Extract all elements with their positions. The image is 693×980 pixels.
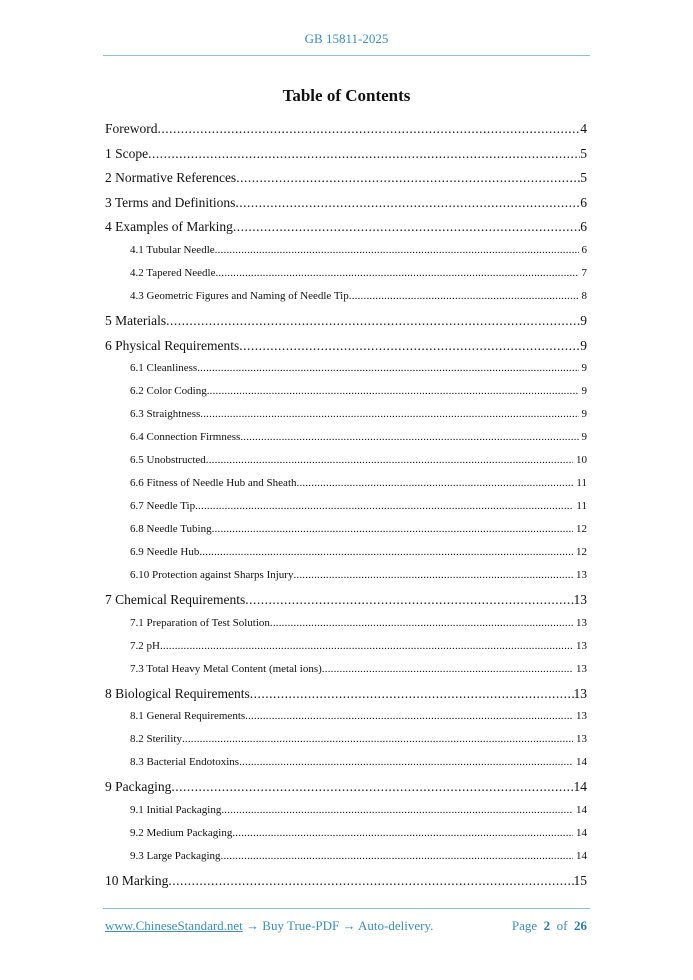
dot-leader xyxy=(207,384,579,399)
header-divider xyxy=(103,55,590,56)
toc-entry-label: 6.6 Fitness of Needle Hub and Sheath xyxy=(130,477,297,490)
toc-entry-label: 9.2 Medium Packaging xyxy=(130,826,233,839)
toc-entry-page: 6 xyxy=(580,219,587,235)
toc-subentry[interactable] xyxy=(105,407,587,430)
dot-leader xyxy=(250,685,574,703)
toc-entry-label: 4.1 Tubular Needle xyxy=(130,243,215,256)
toc-entry-label: 3 Terms and Definitions xyxy=(105,194,236,210)
toc-entry-label: 1 Scope xyxy=(105,145,149,161)
toc-entry[interactable] xyxy=(105,194,587,219)
dot-leader xyxy=(232,826,573,841)
toc-entry-page: 13 xyxy=(576,569,587,582)
toc-subentry[interactable] xyxy=(105,453,587,476)
toc-entry-page: 6 xyxy=(581,243,587,256)
toc-entry-page: 13 xyxy=(576,710,587,723)
toc-entry-page: 13 xyxy=(573,685,587,701)
toc-subentry[interactable] xyxy=(105,849,587,872)
footer-text: → Buy True-PDF → Auto-delivery. xyxy=(242,918,434,933)
toc-entry[interactable] xyxy=(105,218,587,243)
page-indicator: Page 2 of 26 xyxy=(511,918,587,933)
toc-entry-label: 7 Chemical Requirements xyxy=(105,592,246,608)
footer-divider xyxy=(103,908,590,909)
toc-subentry[interactable] xyxy=(105,243,587,266)
toc-entry-page: 14 xyxy=(576,803,587,816)
toc-entry-page: 12 xyxy=(576,523,587,536)
toc-entry-label: 9.3 Large Packaging xyxy=(130,849,221,862)
toc-entry-page: 13 xyxy=(576,733,587,746)
dot-leader xyxy=(293,568,573,583)
toc-entry-label: 6.4 Connection Firmness xyxy=(130,431,241,444)
toc-subentry[interactable] xyxy=(105,803,587,826)
toc-entry-label: 4.3 Geometric Figures and Naming of Needle Tip xyxy=(130,289,349,302)
toc-entry-label: 6.3 Straightness xyxy=(130,408,201,421)
document-id-header: GB 15811-2025 xyxy=(304,31,389,46)
toc-entry-label: 6.9 Needle Hub xyxy=(130,546,200,559)
toc-subentry[interactable] xyxy=(105,384,587,407)
dot-leader xyxy=(206,453,573,468)
dot-leader xyxy=(322,662,573,677)
dot-leader xyxy=(245,709,573,724)
dot-leader xyxy=(158,120,581,138)
toc-entry-label: 2 Normative References xyxy=(105,170,237,186)
toc-entry-page: 14 xyxy=(576,849,587,862)
toc-subentry[interactable] xyxy=(105,662,587,685)
toc-entry[interactable] xyxy=(105,778,587,803)
dot-leader xyxy=(240,430,578,445)
dot-leader xyxy=(239,337,580,355)
dot-leader xyxy=(212,522,573,537)
toc-subentry[interactable] xyxy=(105,430,587,453)
dot-leader xyxy=(233,218,580,236)
dot-leader xyxy=(236,169,580,187)
toc-subentry[interactable] xyxy=(105,361,587,384)
dot-leader xyxy=(235,194,580,212)
table-of-contents xyxy=(105,120,587,897)
dot-leader xyxy=(221,849,573,864)
toc-subentry[interactable] xyxy=(105,755,587,778)
toc-subentry[interactable] xyxy=(105,289,587,312)
toc-entry-label: 6.5 Unobstructed xyxy=(130,454,206,467)
dot-leader xyxy=(160,639,573,654)
toc-entry-page: 13 xyxy=(576,662,587,675)
dot-leader xyxy=(215,266,578,281)
dot-leader xyxy=(171,778,573,796)
toc-entry-page: 9 xyxy=(581,385,587,398)
dot-leader xyxy=(182,732,573,747)
toc-entry-page: 14 xyxy=(576,826,587,839)
toc-entry-page: 9 xyxy=(580,337,587,353)
toc-entry-page: 9 xyxy=(581,362,587,375)
toc-subentry[interactable] xyxy=(105,499,587,522)
toc-entry-page: 5 xyxy=(580,170,587,186)
toc-subentry[interactable] xyxy=(105,826,587,849)
toc-entry-label: 10 Marking xyxy=(105,872,169,888)
toc-entry-label: 7.2 pH xyxy=(130,639,160,652)
toc-entry-label: Foreword xyxy=(105,121,158,136)
dot-leader xyxy=(166,312,580,330)
toc-entry-label: 7.1 Preparation of Test Solution xyxy=(130,616,270,629)
toc-entry-label: 9 Packaging xyxy=(105,779,172,795)
toc-entry-page: 13 xyxy=(576,639,587,652)
toc-entry-label: 7.3 Total Heavy Metal Content (metal ions) xyxy=(130,662,322,675)
toc-entry-label: 5 Materials xyxy=(105,312,167,328)
toc-subentry[interactable] xyxy=(105,476,587,499)
toc-entry[interactable] xyxy=(105,145,587,170)
current-page: 2 xyxy=(543,918,551,933)
toc-entry-label: 6.8 Needle Tubing xyxy=(130,523,212,536)
toc-entry-page: 14 xyxy=(573,779,587,795)
toc-entry-label: 8.1 General Requirements xyxy=(130,710,246,723)
toc-entry[interactable] xyxy=(105,685,587,710)
toc-entry-label: 8.3 Bacterial Endotoxins xyxy=(130,756,240,769)
toc-entry-page: 7 xyxy=(581,266,587,279)
page-title: Table of Contents xyxy=(282,86,411,105)
toc-entry-page: 15 xyxy=(573,872,587,888)
toc-subentry[interactable] xyxy=(105,709,587,732)
toc-entry-label: 8.2 Sterility xyxy=(130,733,182,746)
toc-entry-label: 6 Physical Requirements xyxy=(105,337,240,353)
toc-entry[interactable] xyxy=(105,591,587,616)
toc-entry-page: 13 xyxy=(576,616,587,629)
toc-entry-label: 4 Examples of Marking xyxy=(105,219,233,235)
toc-entry-page: 9 xyxy=(581,408,587,421)
dot-leader xyxy=(245,591,573,609)
footer-promo xyxy=(105,918,433,934)
toc-subentry[interactable] xyxy=(105,732,587,755)
toc-entry-page: 4 xyxy=(580,121,587,136)
toc-entry[interactable] xyxy=(105,337,587,362)
toc-entry-page: 5 xyxy=(580,145,587,161)
footer xyxy=(105,918,587,934)
dot-leader xyxy=(270,616,573,631)
toc-entry[interactable] xyxy=(105,169,587,194)
toc-entry-label: 8 Biological Requirements xyxy=(105,685,250,701)
dot-leader xyxy=(349,289,579,304)
dot-leader xyxy=(215,243,579,258)
toc-entry-page: 14 xyxy=(576,756,587,769)
dot-leader xyxy=(197,361,578,376)
toc-entry-page: 12 xyxy=(576,546,587,559)
toc-subentry[interactable] xyxy=(105,522,587,545)
toc-entry-page: 10 xyxy=(576,454,587,467)
toc-entry-label: 9.1 Initial Packaging xyxy=(130,803,222,816)
toc-entry-label: 4.2 Tapered Needle xyxy=(130,266,216,279)
toc-entry-page: 9 xyxy=(581,431,587,444)
toc-entry-page: 11 xyxy=(576,500,587,513)
toc-entry-label: 6.1 Cleanliness xyxy=(130,362,198,375)
toc-entry[interactable] xyxy=(105,312,587,337)
toc-entry-page: 8 xyxy=(581,289,587,302)
dot-leader xyxy=(168,872,573,890)
toc-entry-page: 13 xyxy=(573,592,587,608)
toc-entry[interactable] xyxy=(105,872,587,897)
toc-entry-page: 6 xyxy=(580,194,587,210)
toc-entry-page: 9 xyxy=(580,312,587,328)
toc-subentry[interactable] xyxy=(105,568,587,591)
toc-entry-label: 6.7 Needle Tip xyxy=(130,500,196,513)
dot-leader xyxy=(239,755,573,770)
dot-leader xyxy=(195,499,573,514)
website-link[interactable]: www.ChineseStandard.net xyxy=(105,918,243,933)
dot-leader xyxy=(148,145,580,163)
toc-subentry[interactable] xyxy=(105,545,587,568)
toc-entry-label: 6.2 Color Coding xyxy=(130,385,207,398)
dot-leader xyxy=(200,407,578,422)
dot-leader xyxy=(221,803,573,818)
toc-subentry[interactable] xyxy=(105,616,587,639)
toc-subentry[interactable] xyxy=(105,266,587,289)
dot-leader xyxy=(297,476,574,491)
toc-entry-page: 11 xyxy=(576,477,587,490)
toc-entry-label: 6.10 Protection against Sharps Injury xyxy=(130,569,294,582)
dot-leader xyxy=(199,545,573,560)
total-pages: 26 xyxy=(574,918,587,933)
toc-entry[interactable] xyxy=(105,120,587,145)
toc-subentry[interactable] xyxy=(105,639,587,662)
